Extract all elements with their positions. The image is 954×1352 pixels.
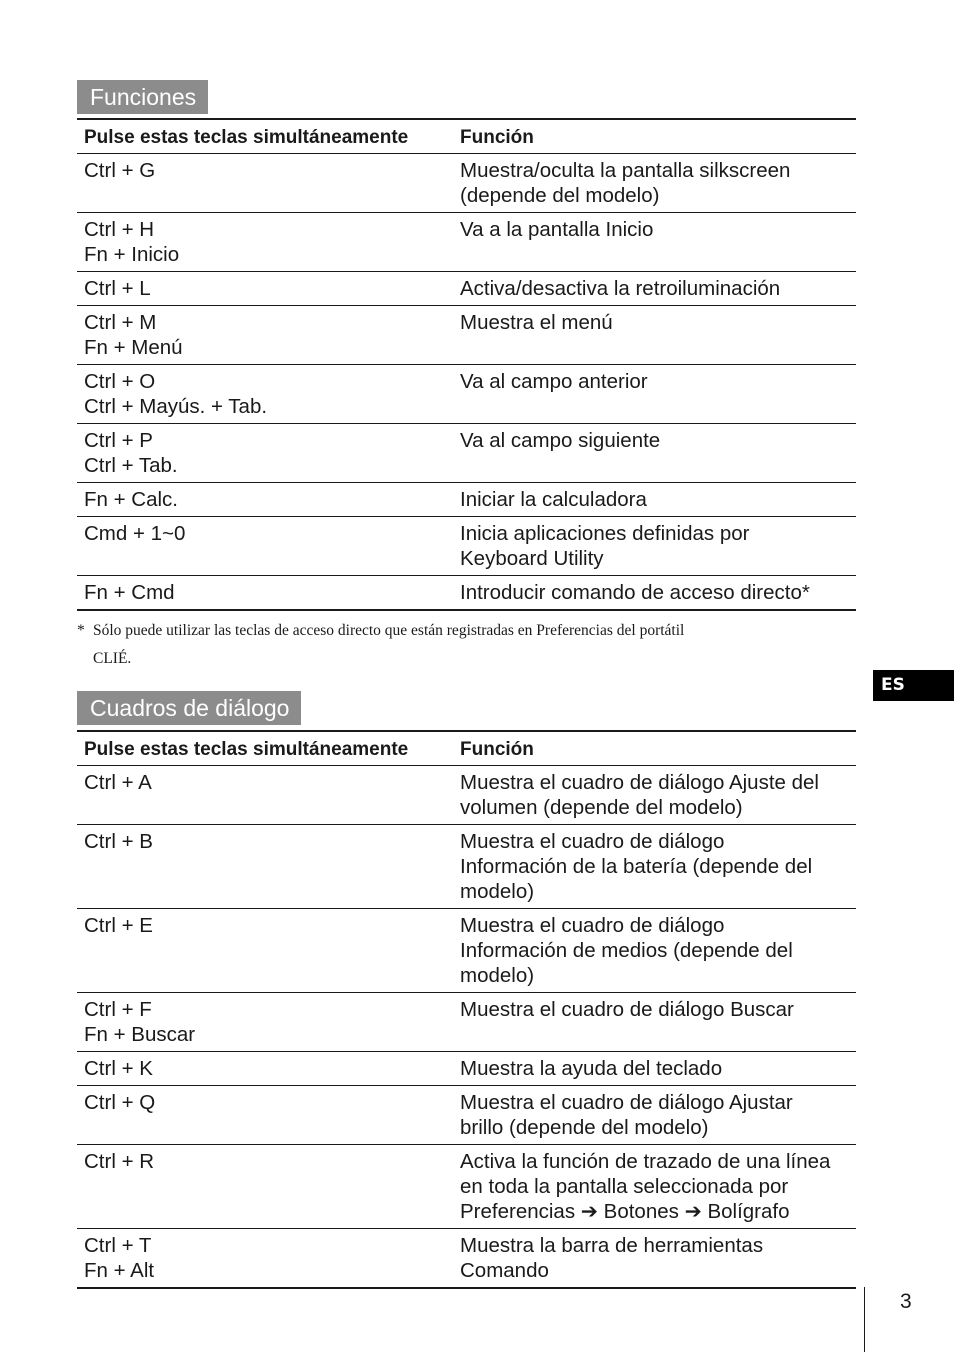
table-row [77,272,856,306]
table-row [77,517,856,576]
keys-cell: Ctrl + T Fn + Alt [77,1229,454,1289]
table-row [77,1229,856,1289]
language-tab: ES [873,670,954,701]
keys-cell: Ctrl + G [77,154,454,213]
function-cell: Inicia aplicaciones definidas por Keyboard Utility [454,517,856,576]
functions-table [77,118,856,611]
table-row [77,576,856,611]
footnote-text-line2: CLIÉ. [93,650,132,667]
table-row [77,1145,856,1229]
table-row [77,825,856,909]
function-cell: Activa la función de trazado de una línea en toda la pantalla seleccionada por Preferencias ➔ Botones ➔ Bolígrafo [454,1145,856,1229]
keys-cell: Ctrl + E [77,909,454,993]
keys-cell: Ctrl + H Fn + Inicio [77,213,454,272]
function-cell: Muestra la ayuda del teclado [454,1052,856,1086]
table-row [77,1086,856,1145]
keys-cell: Ctrl + B [77,825,454,909]
keys-cell: Ctrl + A [77,766,454,825]
footnote-text-line1: Sólo puede utilizar las teclas de acceso directo que están registradas en Preferencias del portátil [93,622,685,639]
function-cell: Va a la pantalla Inicio [454,213,856,272]
function-cell: Muestra el cuadro de diálogo Información de la batería (depende del modelo) [454,825,856,909]
function-cell: Va al campo anterior [454,365,856,424]
column-header-keys: Pulse estas teclas simultáneamente [77,119,454,154]
keys-cell: Ctrl + Q [77,1086,454,1145]
function-cell: Introducir comando de acceso directo* [454,576,856,611]
footnote-mark: * [77,622,85,639]
column-header-function: Función [454,119,856,154]
keys-cell: Cmd + 1~0 [77,517,454,576]
table-row [77,1052,856,1086]
table-row [77,365,856,424]
function-cell: Va al campo siguiente [454,424,856,483]
table-row [77,483,856,517]
page-number-divider [864,1287,865,1352]
table-row [77,424,856,483]
keys-cell: Ctrl + M Fn + Menú [77,306,454,365]
keys-cell: Fn + Calc. [77,483,454,517]
dialogs-table [77,730,856,1289]
function-cell: Muestra el cuadro de diálogo Ajuste del volumen (depende del modelo) [454,766,856,825]
function-cell: Muestra/oculta la pantalla silkscreen (depende del modelo) [454,154,856,213]
function-cell: Muestra el cuadro de diálogo Ajustar brillo (depende del modelo) [454,1086,856,1145]
table-row [77,766,856,825]
table-row [77,909,856,993]
keys-cell: Ctrl + K [77,1052,454,1086]
table-row [77,993,856,1052]
function-cell: Iniciar la calculadora [454,483,856,517]
keys-cell: Fn + Cmd [77,576,454,611]
table-header-row [77,731,856,766]
function-cell: Muestra la barra de herramientas Comando [454,1229,856,1289]
column-header-keys: Pulse estas teclas simultáneamente [77,731,454,766]
keys-cell: Ctrl + O Ctrl + Mayús. + Tab. [77,365,454,424]
keys-cell: Ctrl + P Ctrl + Tab. [77,424,454,483]
function-cell: Muestra el cuadro de diálogo Información de medios (depende del modelo) [454,909,856,993]
keys-cell: Ctrl + L [77,272,454,306]
table-header-row [77,119,856,154]
keys-cell: Ctrl + R [77,1145,454,1229]
section-title-cuadros: Cuadros de diálogo [77,691,301,725]
keys-cell: Ctrl + F Fn + Buscar [77,993,454,1052]
page-number: 3 [900,1290,912,1313]
function-cell: Muestra el cuadro de diálogo Buscar [454,993,856,1052]
table-row [77,306,856,365]
function-cell: Muestra el menú [454,306,856,365]
footnote [77,617,847,673]
table-row [77,213,856,272]
table-row [77,154,856,213]
column-header-function: Función [454,731,856,766]
section-title-funciones: Funciones [77,80,208,114]
function-cell: Activa/desactiva la retroiluminación [454,272,856,306]
